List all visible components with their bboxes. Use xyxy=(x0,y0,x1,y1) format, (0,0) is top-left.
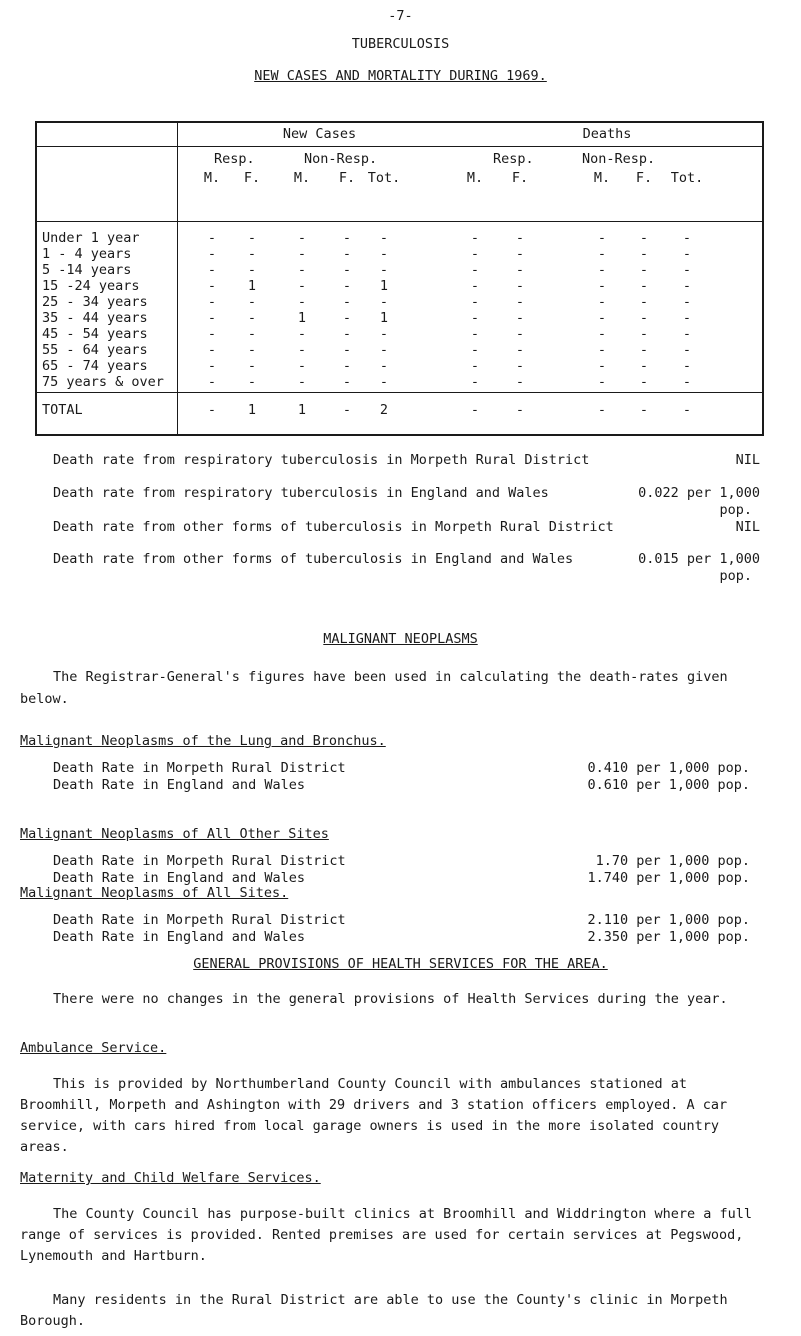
section-subheading: NEW CASES AND MORTALITY DURING 1969. xyxy=(254,68,547,84)
table-cell: - xyxy=(682,246,692,262)
rate-text: Death rate from respiratory tuberculosis in England and Wales xyxy=(53,485,549,501)
table-cell: - xyxy=(207,246,217,262)
row-label: 35 - 44 years xyxy=(42,310,148,326)
sub-resp: Resp. xyxy=(214,151,255,167)
table-cell: - xyxy=(207,342,217,358)
column-header: Tot. xyxy=(367,170,401,186)
table-cell: - xyxy=(682,294,692,310)
table-cell: - xyxy=(515,310,525,326)
malignant-intro: The Registrar-General's figures have been used in calculating the death-rates given below. xyxy=(20,669,728,707)
column-header: F. xyxy=(635,170,653,186)
table-cell: - xyxy=(597,374,607,390)
table-cell: - xyxy=(515,278,525,294)
table-cell: 1 xyxy=(379,278,389,294)
row-label: 25 - 34 years xyxy=(42,294,148,310)
table-cell: - xyxy=(379,246,389,262)
table-cell: - xyxy=(297,342,307,358)
table-cell: - xyxy=(597,294,607,310)
total-cell: - xyxy=(515,402,525,418)
row-label: 45 - 54 years xyxy=(42,326,148,342)
table-cell: - xyxy=(379,342,389,358)
table-cell: - xyxy=(379,262,389,278)
table-cell: - xyxy=(470,294,480,310)
group-deaths: Deaths xyxy=(582,126,632,142)
table-cell: - xyxy=(207,294,217,310)
table-cell: - xyxy=(597,262,607,278)
table-cell: - xyxy=(597,230,607,246)
table-cell: - xyxy=(297,358,307,374)
table-cell: - xyxy=(515,246,525,262)
group-new-cases: New Cases xyxy=(282,126,357,142)
table-cell: - xyxy=(247,230,257,246)
table-cell: - xyxy=(470,342,480,358)
row-label: 75 years & over xyxy=(42,374,164,390)
table-cell: - xyxy=(515,294,525,310)
column-header: Tot. xyxy=(670,170,704,186)
table-cell: - xyxy=(470,278,480,294)
table-cell: - xyxy=(470,310,480,326)
table-cell: - xyxy=(207,230,217,246)
neoplasm-rate-label: Death Rate in Morpeth Rural District xyxy=(53,853,346,869)
neoplasm-rate-value: 2.110 per 1,000 pop. xyxy=(587,912,750,928)
table-cell: - xyxy=(597,326,607,342)
table-cell: - xyxy=(470,246,480,262)
total-cell: - xyxy=(342,402,352,418)
total-cell: - xyxy=(639,402,649,418)
general-paragraph: There were no changes in the general provisions of Health Services during the year. xyxy=(53,991,728,1007)
table-cell: - xyxy=(515,326,525,342)
table-cell: - xyxy=(342,246,352,262)
table-cell: - xyxy=(379,230,389,246)
column-header: M. xyxy=(593,170,611,186)
table-cell: - xyxy=(682,262,692,278)
page-number: -7- xyxy=(388,8,413,24)
table-cell: - xyxy=(639,246,649,262)
table-cell: - xyxy=(342,278,352,294)
maternity-heading: Maternity and Child Welfare Services. xyxy=(20,1170,321,1186)
sub-nonresp-new: Non-Resp. xyxy=(304,151,378,167)
table-cell: - xyxy=(639,230,649,246)
table-cell: - xyxy=(247,310,257,326)
table-cell: - xyxy=(682,278,692,294)
table-cell: - xyxy=(515,342,525,358)
sub-resp-deaths: Resp. xyxy=(493,151,534,167)
table-cell: - xyxy=(379,374,389,390)
table-cell: - xyxy=(639,326,649,342)
table-cell: - xyxy=(247,326,257,342)
table-cell: - xyxy=(247,262,257,278)
table-cell: - xyxy=(207,358,217,374)
table-cell: - xyxy=(639,278,649,294)
table-cell: 1 xyxy=(247,278,257,294)
table-cell: 1 xyxy=(297,310,307,326)
column-header: F. xyxy=(243,170,261,186)
table-cell: - xyxy=(470,326,480,342)
table-cell: - xyxy=(247,246,257,262)
rate-value: NIL xyxy=(735,452,760,468)
table-cell: - xyxy=(682,342,692,358)
rate-value: 0.015 per 1,000 xyxy=(638,551,760,567)
table-cell: - xyxy=(342,310,352,326)
tb-table xyxy=(35,121,764,436)
table-cell: - xyxy=(470,262,480,278)
total-cell: - xyxy=(682,402,692,418)
table-cell: - xyxy=(515,374,525,390)
neoplasm-rate-label: Death Rate in Morpeth Rural District xyxy=(53,760,346,776)
neoplasm-rate-value: 0.410 per 1,000 pop. xyxy=(587,760,750,776)
table-cell: - xyxy=(639,294,649,310)
table-cell: - xyxy=(342,262,352,278)
table-cell: - xyxy=(207,374,217,390)
table-cell: - xyxy=(247,294,257,310)
row-label: 65 - 74 years xyxy=(42,358,148,374)
ambulance-heading: Ambulance Service. xyxy=(20,1040,167,1056)
total-label: TOTAL xyxy=(42,402,83,418)
table-cell: - xyxy=(470,358,480,374)
table-cell: - xyxy=(639,310,649,326)
maternity-paragraph-1: The County Council has purpose-built clinics at Broomhill and Widdrington where a full range of services is provided. Rented premises are used for certain services at Pegswood, Lynemouth and Hartburn. xyxy=(20,1206,752,1264)
column-header: M. xyxy=(203,170,221,186)
table-cell: - xyxy=(639,374,649,390)
table-cell: - xyxy=(342,342,352,358)
neoplasm-section-title: Malignant Neoplasms of All Other Sites xyxy=(20,826,329,842)
table-cell: 1 xyxy=(379,310,389,326)
table-cell: - xyxy=(379,358,389,374)
row-label: 55 - 64 years xyxy=(42,342,148,358)
rate-unit: pop. xyxy=(719,568,752,584)
table-cell: - xyxy=(297,326,307,342)
column-header: F. xyxy=(511,170,529,186)
table-cell: - xyxy=(342,230,352,246)
rate-text: Death rate from other forms of tuberculosis in Morpeth Rural District xyxy=(53,519,614,535)
table-cell: - xyxy=(297,278,307,294)
rate-text: Death rate from other forms of tuberculosis in England and Wales xyxy=(53,551,574,567)
total-cell: 2 xyxy=(379,402,389,418)
table-cell: - xyxy=(597,342,607,358)
sub-nonresp-deaths: Non-Resp. xyxy=(582,151,656,167)
table-cell: - xyxy=(682,358,692,374)
table-cell: - xyxy=(682,326,692,342)
table-cell: - xyxy=(682,230,692,246)
neoplasm-section-title: Malignant Neoplasms of the Lung and Bronchus. xyxy=(20,733,386,749)
table-cell: - xyxy=(515,230,525,246)
table-cell: - xyxy=(297,246,307,262)
table-cell: - xyxy=(682,310,692,326)
table-cell: - xyxy=(639,262,649,278)
table-cell: - xyxy=(207,262,217,278)
table-cell: - xyxy=(247,374,257,390)
ambulance-paragraph: This is provided by Northumberland County Council with ambulances stationed at Broomhill, Morpeth and Ashington with 29 drivers and 3 station officers employed. A car service, with cars hired from local garage owners is used in the more isolated country areas. xyxy=(20,1076,728,1155)
table-cell: - xyxy=(297,262,307,278)
table-cell: - xyxy=(342,374,352,390)
table-cell: - xyxy=(207,278,217,294)
table-cell: - xyxy=(470,230,480,246)
total-cell: 1 xyxy=(297,402,307,418)
rate-text: Death rate from respiratory tuberculosis in Morpeth Rural District xyxy=(53,452,590,468)
neoplasm-rate-value: 1.70 per 1,000 pop. xyxy=(595,853,750,869)
table-cell: - xyxy=(297,374,307,390)
total-cell: - xyxy=(207,402,217,418)
malignant-heading: MALIGNANT NEOPLASMS xyxy=(323,631,478,647)
table-cell: - xyxy=(297,294,307,310)
table-cell: - xyxy=(639,358,649,374)
neoplasm-rate-value: 0.610 per 1,000 pop. xyxy=(587,777,750,793)
neoplasm-rate-label: Death Rate in England and Wales xyxy=(53,929,305,945)
table-cell: - xyxy=(682,374,692,390)
neoplasm-rate-label: Death Rate in Morpeth Rural District xyxy=(53,912,346,928)
neoplasm-section-title: Malignant Neoplasms of All Sites. xyxy=(20,885,289,901)
general-heading: GENERAL PROVISIONS OF HEALTH SERVICES FOR THE AREA. xyxy=(193,956,608,972)
neoplasm-rate-value: 1.740 per 1,000 pop. xyxy=(587,870,750,886)
table-cell: - xyxy=(379,294,389,310)
table-cell: - xyxy=(470,374,480,390)
neoplasm-rate-label: Death Rate in England and Wales xyxy=(53,777,305,793)
table-cell: - xyxy=(207,326,217,342)
maternity-paragraph-2: Many residents in the Rural District are able to use the County's clinic in Morpeth Borough. xyxy=(20,1292,728,1329)
table-cell: - xyxy=(597,358,607,374)
table-cell: - xyxy=(207,310,217,326)
table-cell: - xyxy=(515,358,525,374)
row-label: 1 - 4 years xyxy=(42,246,132,262)
rate-value: 0.022 per 1,000 xyxy=(638,485,760,501)
column-header: F. xyxy=(338,170,356,186)
table-cell: - xyxy=(342,294,352,310)
table-cell: - xyxy=(597,246,607,262)
total-cell: - xyxy=(597,402,607,418)
table-cell: - xyxy=(342,326,352,342)
rate-unit: pop. xyxy=(719,502,752,518)
neoplasm-rate-value: 2.350 per 1,000 pop. xyxy=(587,929,750,945)
total-cell: 1 xyxy=(247,402,257,418)
table-cell: - xyxy=(639,342,649,358)
column-header: M. xyxy=(466,170,484,186)
page-title: TUBERCULOSIS xyxy=(351,36,450,52)
table-cell: - xyxy=(379,326,389,342)
table-cell: - xyxy=(597,278,607,294)
row-label: Under 1 year xyxy=(42,230,140,246)
rate-value: NIL xyxy=(735,519,760,535)
column-header: M. xyxy=(293,170,311,186)
row-label: 5 -14 years xyxy=(42,262,132,278)
table-cell: - xyxy=(597,310,607,326)
table-cell: - xyxy=(247,358,257,374)
total-cell: - xyxy=(470,402,480,418)
table-cell: - xyxy=(342,358,352,374)
neoplasm-rate-label: Death Rate in England and Wales xyxy=(53,870,305,886)
row-label: 15 -24 years xyxy=(42,278,140,294)
table-cell: - xyxy=(247,342,257,358)
table-cell: - xyxy=(515,262,525,278)
table-cell: - xyxy=(297,230,307,246)
